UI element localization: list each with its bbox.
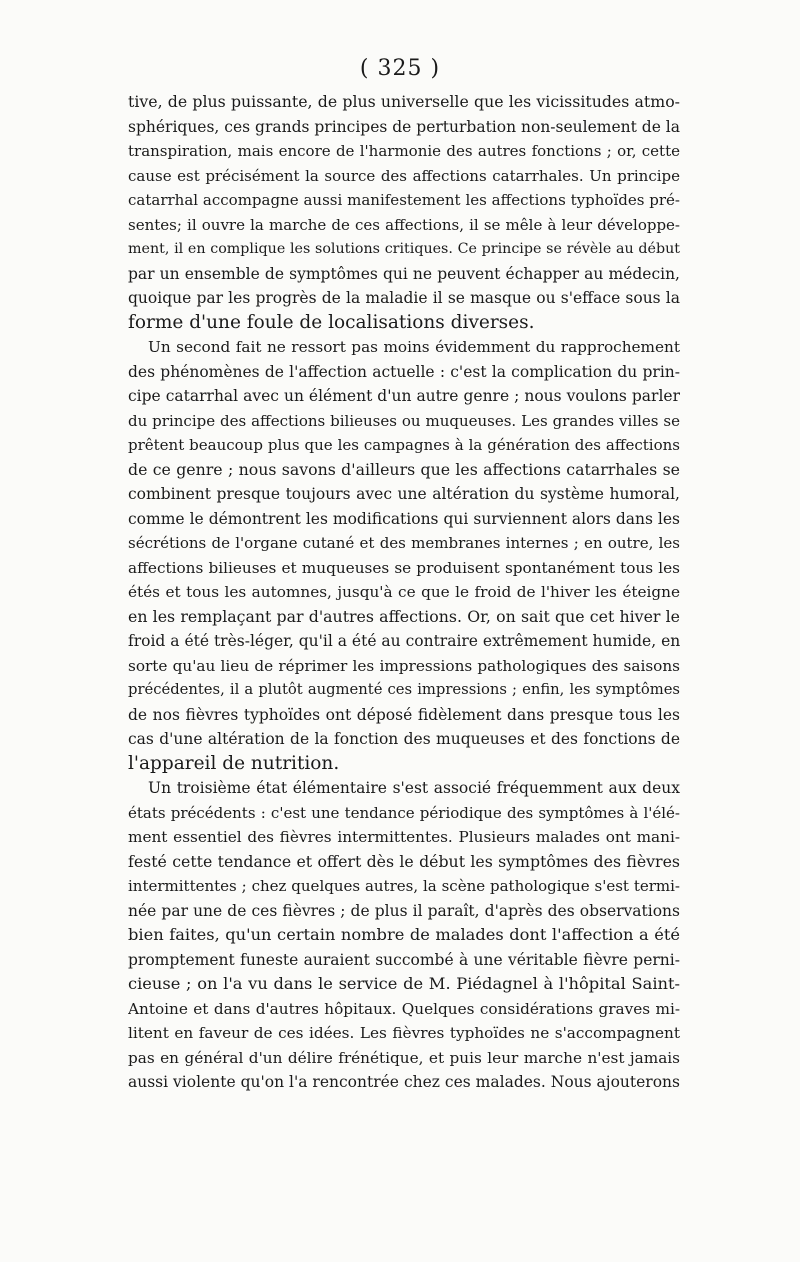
text-line: de nos fièvres typhoïdes ont déposé fidèlement dans presque tous les [128,705,680,724]
page-number: ( 325 ) [359,56,441,81]
text-line: tive, de plus puissante, de plus universelle que les vicissitudes atmo- [128,92,680,111]
text-line: pas en général d'un délire frénétique, et puis leur marche n'est jamais [128,1048,680,1067]
text-line: Antoine et dans d'autres hôpitaux. Quelques considérations graves mi- [128,999,680,1018]
text-line: cieuse ; on l'a vu dans le service de M. Piédagnel à l'hôpital Saint- [128,974,680,993]
text-line: sorte qu'au lieu de réprimer les impressions pathologiques des saisons [128,656,680,675]
text-line: litent en faveur de ces idées. Les fièvres typhoïdes ne s'accompagnent [128,1024,680,1042]
text-line: en les remplaçant par d'autres affections. Or, on sait que cet hiver le [128,606,680,626]
text-line: transpiration, mais encore de l'harmonie des autres fonctions ; or, cette [128,142,680,160]
text-line: affections bilieuses et muqueuses se produisent spontanément tous les [128,558,680,577]
paragraph-start-line: Un troisième état élémentaire s'est associé fréquemment aux deux [148,779,680,797]
text-line: étés et tous les automnes, jusqu'à ce que le froid de l'hiver les éteigne [128,583,680,601]
text-line: de ce genre ; nous savons d'ailleurs que les affections catarrhales se [128,459,680,479]
paragraph-start-line: Un second fait ne ressort pas moins évidemment du rapprochement [148,338,680,356]
text-line: sentes; il ouvre la marche de ces affections, il se mêle à leur développe- [128,215,680,234]
text-line: cause est précisément la source des affections catarrhales. Un principe [128,166,680,185]
text-line: froid a été très-léger, qu'il a été au contraire extrêmement humide, en [128,632,680,650]
text-line: intermittentes ; chez quelques autres, la scène pathologique s'est termi- [128,877,680,895]
text-line: états précédents : c'est une tendance périodique des symptômes à l'élé- [128,803,680,822]
text-line: combinent presque toujours avec une altération du système humoral, [128,485,680,503]
text-line: cipe catarrhal avec un élément d'un autre genre ; nous voulons parler [128,387,680,405]
text-line: forme d'une foule de localisations diverses. [128,311,535,333]
text-line: festé cette tendance et offert dès le début les symptômes des fièvres [128,851,680,871]
text-line: sécrétions de l'organe cutané et des membranes internes ; en outre, les [128,534,680,552]
text-line: catarrhal accompagne aussi manifestement les affections typhoïdes pré- [128,191,680,209]
text-line: bien faites, qu'un certain nombre de malades dont l'affection a été [128,925,680,944]
text-line: quoique par les progrès de la maladie il se masque ou s'efface sous la [128,289,680,307]
body-text [128,90,680,1095]
text-line: par un ensemble de symptômes qui ne peuvent échapper au médecin, [128,264,680,283]
text-line: sphériques, ces grands principes de perturbation non-seulement de la [128,117,680,136]
text-line: précédentes, il a plutôt augmenté ces impressions ; enfin, les symptômes [128,681,680,698]
text-line: des phénomènes de l'affection actuelle : c'est la complication du prin- [128,362,680,381]
text-line: ment, il en complique les solutions critiques. Ce principe se révèle au début [128,241,680,257]
text-line: née par une de ces fièvres ; de plus il paraît, d'après des observations [128,901,680,920]
text-line: l'appareil de nutrition. [128,752,340,774]
text-line: ment essentiel des fièvres intermittentes. Plusieurs malades ont mani- [128,828,680,846]
text-line: comme le démontrent les modifications qui surviennent alors dans les [128,509,680,528]
text-line: promptement funeste auraient succombé à une véritable fièvre perni- [128,950,680,969]
text-line: cas d'une altération de la fonction des muqueuses et des fonctions de [128,730,680,748]
text-line: du principe des affections bilieuses ou muqueuses. Les grandes villes se [128,411,680,430]
text-line: prêtent beaucoup plus que les campagnes à la génération des affections [128,436,680,454]
text-line: aussi violente qu'on l'a rencontrée chez ces malades. Nous ajouterons [128,1073,680,1091]
